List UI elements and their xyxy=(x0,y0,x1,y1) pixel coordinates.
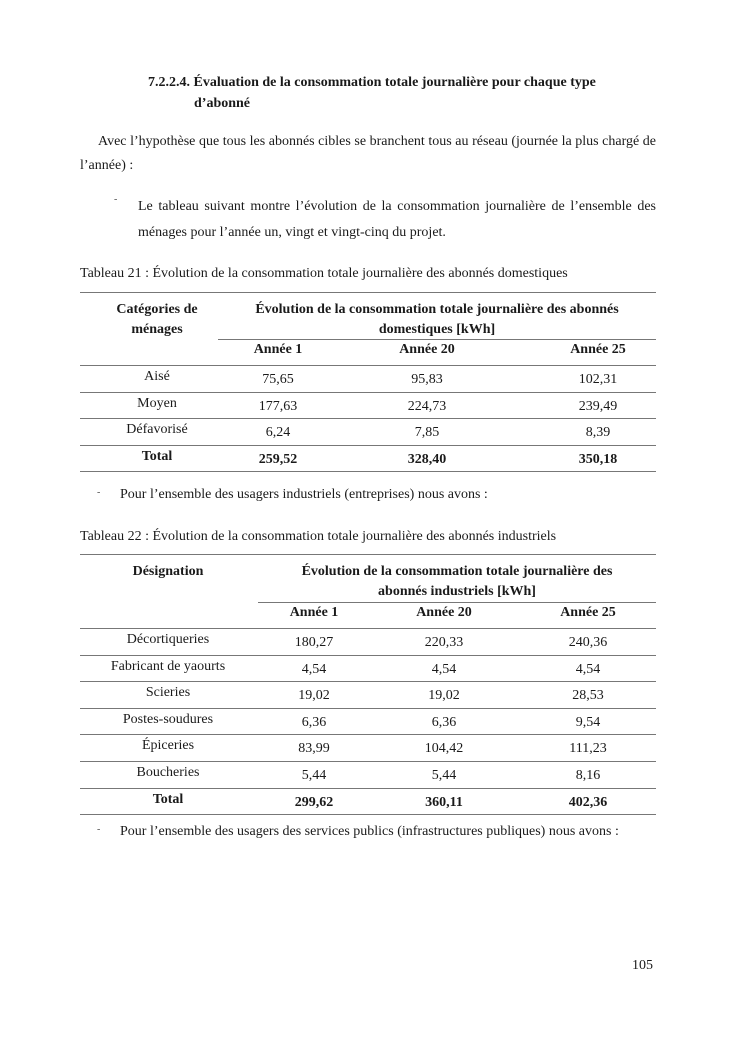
section-heading xyxy=(148,70,658,96)
row-value: 28,53 xyxy=(572,688,604,704)
row-label: Décortiqueries xyxy=(126,632,210,647)
row-value: 102,31 xyxy=(578,372,618,387)
table-row-rule xyxy=(80,814,656,815)
row-label: Moyen xyxy=(137,395,177,411)
row-value: 239,49 xyxy=(578,398,618,414)
total-value: 299,62 xyxy=(294,794,334,810)
table-row-rule xyxy=(80,655,656,656)
column-header-year: Année 25 xyxy=(570,342,626,357)
table-row-rule xyxy=(80,471,656,472)
table1-caption: Tableau 21 : Évolution de la consommation totale journalière des abonnés domestiques xyxy=(80,266,568,281)
column-group-header-line1: Évolution de la consommation totale journalière des abonnés xyxy=(255,302,619,317)
row-label: Aisé xyxy=(144,369,170,384)
row-value: 8,39 xyxy=(585,425,611,440)
column-header-year: Année 1 xyxy=(253,342,303,357)
row-value: 75,65 xyxy=(262,372,294,387)
row-value: 6,24 xyxy=(265,425,291,440)
total-label: Total xyxy=(141,448,173,464)
row-value: 9,54 xyxy=(575,714,601,730)
row-label: Postes-soudures xyxy=(122,711,214,727)
table-row-rule xyxy=(80,392,656,393)
row-value: 4,54 xyxy=(301,661,327,677)
total-label: Total xyxy=(152,791,184,807)
bullet-text-1: Le tableau suivant montre l’évolution de la consommation journalière de l’ensemble des ménages pour l’année un, vingt et vingt-cinq du projet. xyxy=(138,199,656,240)
table-row-rule xyxy=(80,445,656,446)
bullet-text-3: Pour l’ensemble des usagers des services publics (infrastructures publiques) nous avons : xyxy=(120,824,619,839)
row-value: 7,85 xyxy=(414,425,440,440)
table-row-rule xyxy=(80,788,656,789)
row-value: 8,16 xyxy=(575,768,601,783)
row-value: 6,36 xyxy=(301,714,327,730)
row-label: Épiceries xyxy=(141,738,195,754)
bullet-marker: - xyxy=(114,194,118,205)
row-value: 180,27 xyxy=(294,635,334,650)
total-value: 259,52 xyxy=(258,451,298,467)
row-value: 4,54 xyxy=(575,661,601,677)
total-value: 350,18 xyxy=(578,451,618,467)
table-top-rule xyxy=(80,554,656,555)
table-header-rule xyxy=(80,365,656,366)
row-value: 224,73 xyxy=(407,398,447,414)
page-number: 105 xyxy=(632,958,653,973)
column-header-first: Désignation xyxy=(132,564,204,579)
row-label: Défavorisé xyxy=(126,422,188,437)
row-value: 177,63 xyxy=(258,398,298,414)
column-header-year: Année 20 xyxy=(399,342,455,357)
row-value: 104,42 xyxy=(424,741,464,757)
table-row-rule xyxy=(80,418,656,419)
bullet-text-2: Pour l’ensemble des usagers industriels (entreprises) nous avons : xyxy=(120,487,488,502)
section-number: 7.2.2.4. xyxy=(148,75,190,90)
table-row-rule xyxy=(80,761,656,762)
row-value: 19,02 xyxy=(428,688,460,704)
bullet-marker: - xyxy=(97,824,101,835)
section-title-continued: d’abonné xyxy=(194,96,251,111)
table-header-rule xyxy=(80,628,656,629)
row-label: Boucheries xyxy=(136,765,200,780)
total-value: 360,11 xyxy=(425,794,463,810)
intro-paragraph: Avec l’hypothèse que tous les abonnés cibles se branchent tous au réseau (journée la plus chargé de l’année) : xyxy=(80,134,656,173)
column-group-header-line2: abonnés industriels [kWh] xyxy=(378,584,536,599)
table-row-rule xyxy=(80,681,656,682)
row-value: 6,36 xyxy=(431,714,457,730)
row-value: 4,54 xyxy=(431,661,457,677)
row-label: Scieries xyxy=(145,685,191,701)
column-header-year: Année 25 xyxy=(560,605,616,620)
row-value: 240,36 xyxy=(568,635,608,650)
column-header-year: Année 20 xyxy=(416,605,472,620)
row-label: Fabricant de yaourts xyxy=(110,658,226,674)
row-value: 83,99 xyxy=(298,741,330,757)
table-row-rule xyxy=(80,734,656,735)
column-header-first: Catégories de ménages xyxy=(116,302,198,337)
table2-caption: Tableau 22 : Évolution de la consommation totale journalière des abonnés industriels xyxy=(80,529,557,544)
row-value: 220,33 xyxy=(424,635,464,650)
column-group-header-line2: domestiques [kWh] xyxy=(378,322,496,337)
total-value: 402,36 xyxy=(568,794,608,810)
row-value: 5,44 xyxy=(301,768,327,783)
section-title: Évaluation de la consommation totale journalière pour chaque type xyxy=(193,75,596,90)
total-value: 328,40 xyxy=(407,451,447,467)
table-top-rule xyxy=(80,292,656,293)
row-value: 19,02 xyxy=(298,688,330,704)
row-value: 111,23 xyxy=(569,741,607,757)
bullet-marker: - xyxy=(97,487,101,498)
column-header-year: Année 1 xyxy=(289,605,339,620)
column-group-header-line1: Évolution de la consommation totale journalière des xyxy=(301,564,613,579)
table-row-rule xyxy=(80,708,656,709)
row-value: 5,44 xyxy=(431,768,457,783)
row-value: 95,83 xyxy=(411,372,443,387)
